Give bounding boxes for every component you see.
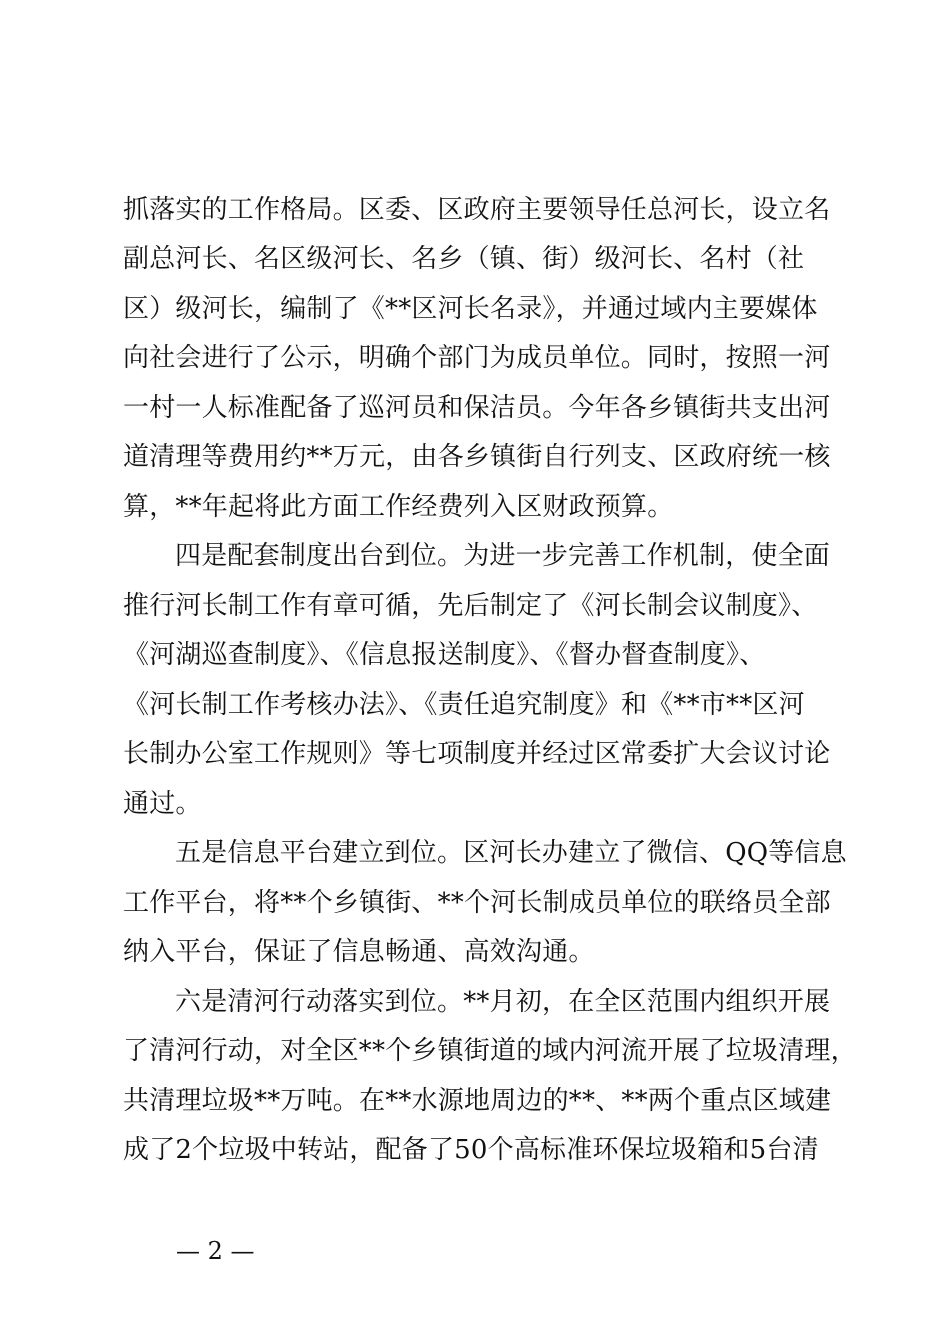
page-number: — 2 — [176,1237,255,1265]
text-line: 《河长制工作考核办法》、《责任追究制度》和《**市**区河 [123,690,805,720]
text-line: 工作平台，将**个乡镇街、**个河长制成员单位的联络员全部 [123,888,831,918]
text-line: 抓落实的工作格局。区委、区政府主要领导任总河长，设立名 [123,195,831,225]
text-line: 《河湖巡查制度》、《信息报送制度》、《督办督查制度》、 [123,640,766,670]
text-line: 副总河长、名区级河长、名乡（镇、街）级河长、名村（社 [123,244,805,274]
text-line: 纳入平台，保证了信息畅通、高效沟通。 [123,937,595,967]
text-line: 推行河长制工作有章可循，先后制定了《河长制会议制度》、 [123,591,818,621]
text-line: 通过。 [123,789,202,819]
text-line: 共清理垃圾**万吨。在**水源地周边的**、**两个重点区域建 [123,1086,832,1116]
text-line: 了清河行动，对全区**个乡镇街道的域内河流开展了垃圾清理， [123,1036,857,1066]
paragraph-first-line: 六是清河行动落实到位。**月初，在全区范围内组织开展 [175,987,831,1017]
text-line: 算，**年起将此方面工作经费列入区财政预算。 [123,492,674,522]
text-line: 道清理等费用约**万元，由各乡镇街自行列支、区政府统一核 [123,442,831,472]
text-line: 成了2个垃圾中转站，配备了50个高标准环保垃圾箱和5台清 [123,1135,819,1165]
text-line: 向社会进行了公示，明确个部门为成员单位。同时，按照一河 [123,343,831,373]
paragraph-first-line: 五是信息平台建立到位。区河长办建立了微信、QQ等信息 [175,838,847,868]
paragraph-first-line: 四是配套制度出台到位。为进一步完善工作机制，使全面 [175,541,831,571]
text-line: 区）级河长，编制了《**区河长名录》，并通过域内主要媒体 [123,294,818,324]
text-line: 一村一人标准配备了巡河员和保洁员。今年各乡镇街共支出河 [123,393,831,423]
text-line: 长制办公室工作规则》等七项制度并经过区常委扩大会议讨论 [123,739,831,769]
